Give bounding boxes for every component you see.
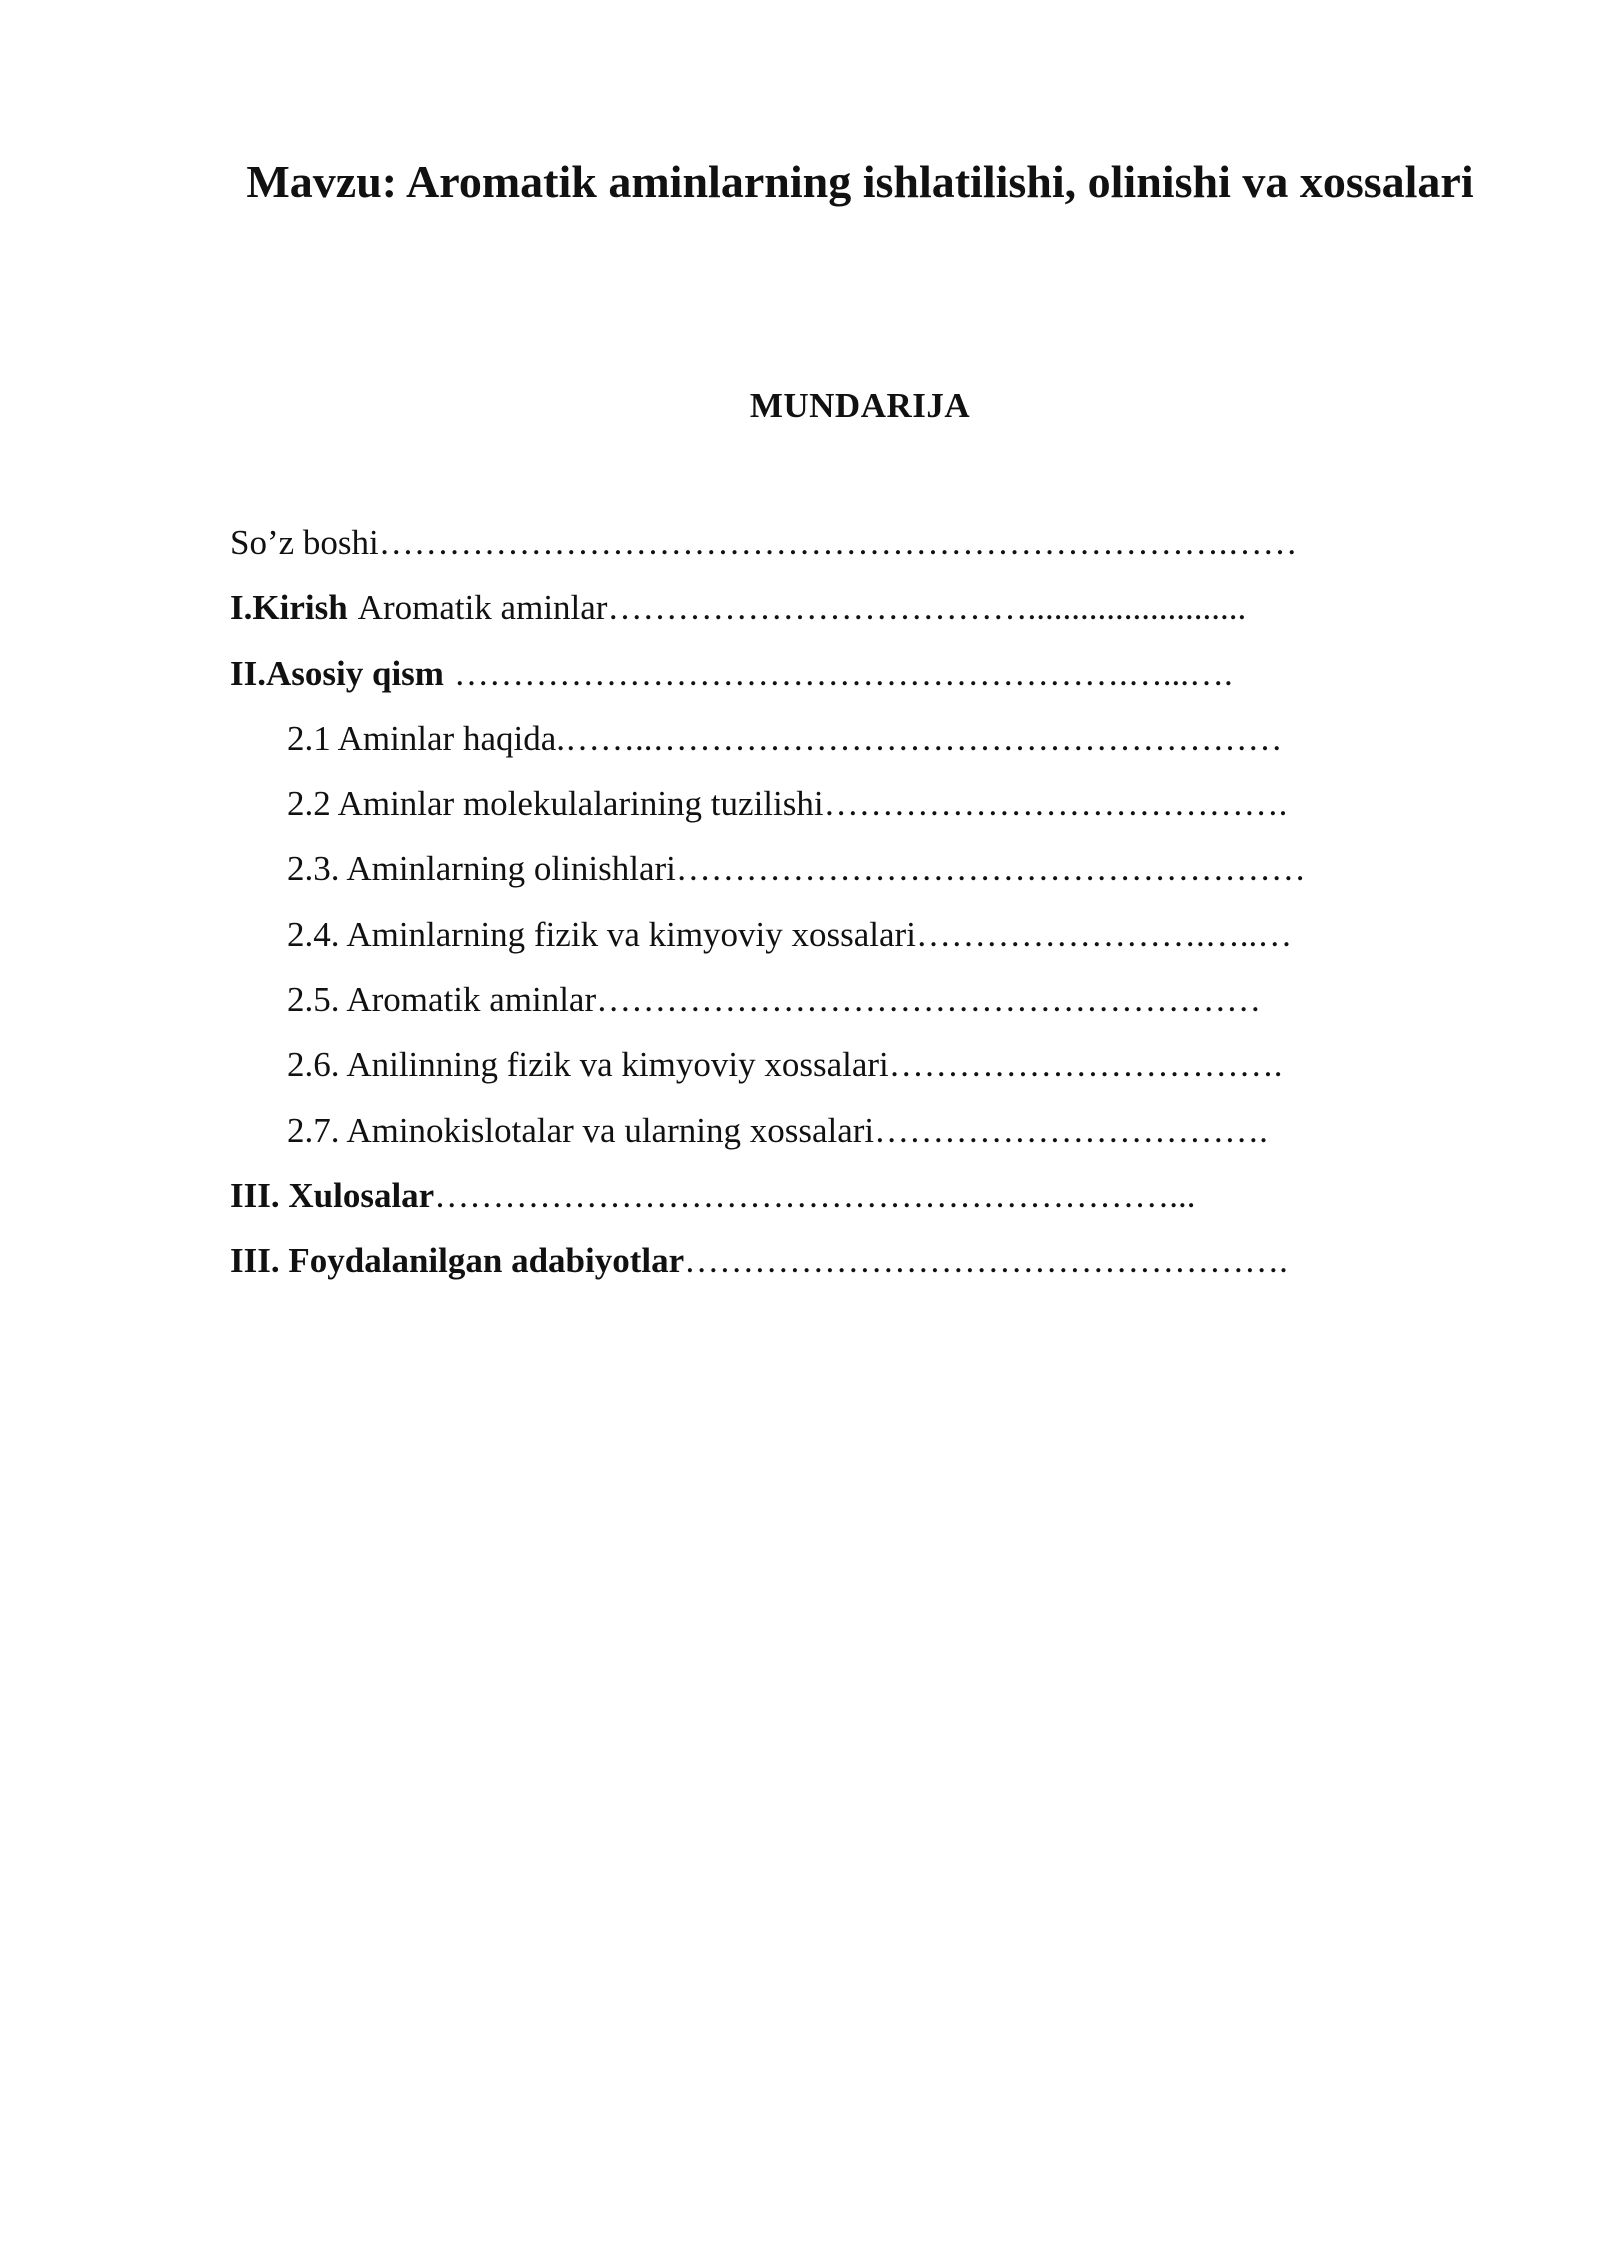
toc-item-section: II.Asosiy qism — [230, 653, 444, 693]
toc-leader: …………………….…..… — [915, 914, 1293, 954]
toc-item-xulosalar[interactable] — [230, 1163, 1430, 1228]
toc-item-adabiyotlar[interactable] — [230, 1228, 1430, 1293]
document-title: Mavzu: Aromatik aminlarning ishlatilishi, olinishi va xossalari — [246, 156, 1474, 207]
toc-item-label: 2.5. Aromatik aminlar — [287, 980, 597, 1020]
toc-item-2-3[interactable] — [230, 836, 1430, 901]
toc-item-2-2[interactable] — [230, 771, 1430, 836]
toc-item-number: III — [230, 1241, 271, 1281]
toc-leader: ………………………………………………… — [596, 980, 1262, 1020]
table-of-contents — [230, 510, 1430, 1294]
toc-item-label: 2.4. Aminlarning fizik va kimyoviy xossalari — [287, 914, 916, 954]
toc-item-2-7[interactable] — [230, 1098, 1430, 1163]
toc-leader: ……………………………………………………………….…… — [378, 523, 1298, 562]
toc-heading: MUNDARIJA — [749, 386, 971, 425]
toc-item-label: 2.3. Aminlarning olinishlari — [287, 849, 676, 889]
toc-item-asosiy-qism[interactable] — [230, 641, 1430, 706]
toc-item-label: So’z boshi — [230, 523, 379, 562]
toc-item-label: 2.6. Anilinning fizik va kimyoviy xossalari — [287, 1045, 889, 1085]
toc-item-label: 2.2 Aminlar molekulalarining tuzilishi — [287, 784, 824, 824]
toc-item-2-5[interactable] — [230, 967, 1430, 1032]
toc-item-label: Aromatik aminlar — [357, 588, 608, 628]
toc-leader: ………………………………………………….…...…. — [453, 653, 1233, 693]
toc-item-label: 2.1 Aminlar haqida. — [287, 718, 566, 758]
toc-leader: ……………………………. — [874, 1110, 1268, 1150]
toc-leader: ……..……………………………………………… — [565, 718, 1283, 758]
toc-leader: …………………………………. — [823, 784, 1288, 824]
toc-leader: ……………………………. — [888, 1045, 1283, 1085]
toc-item-section: . Xulosalar — [270, 1175, 435, 1215]
toc-item-section: I.Kirish — [230, 588, 348, 628]
toc-leader: ………………………………......................... — [607, 588, 1247, 628]
toc-leader: ………………………………………………………... — [434, 1175, 1196, 1215]
toc-item-section: . Foydalanilgan adabiyotlar — [270, 1241, 685, 1281]
toc-item-2-6[interactable] — [230, 1032, 1430, 1097]
toc-item-kirish[interactable] — [230, 575, 1430, 640]
toc-item-label: 2.7. Aminokislotalar va ularning xossalari — [287, 1110, 875, 1150]
toc-item-number: III — [230, 1175, 271, 1215]
toc-item-2-4[interactable] — [230, 902, 1430, 967]
toc-item-soz-boshi[interactable] — [230, 510, 1430, 575]
toc-item-2-1[interactable] — [230, 706, 1430, 771]
toc-leader: ……………………………………………. — [684, 1241, 1288, 1281]
toc-leader: ……………………………………………… — [675, 849, 1306, 889]
